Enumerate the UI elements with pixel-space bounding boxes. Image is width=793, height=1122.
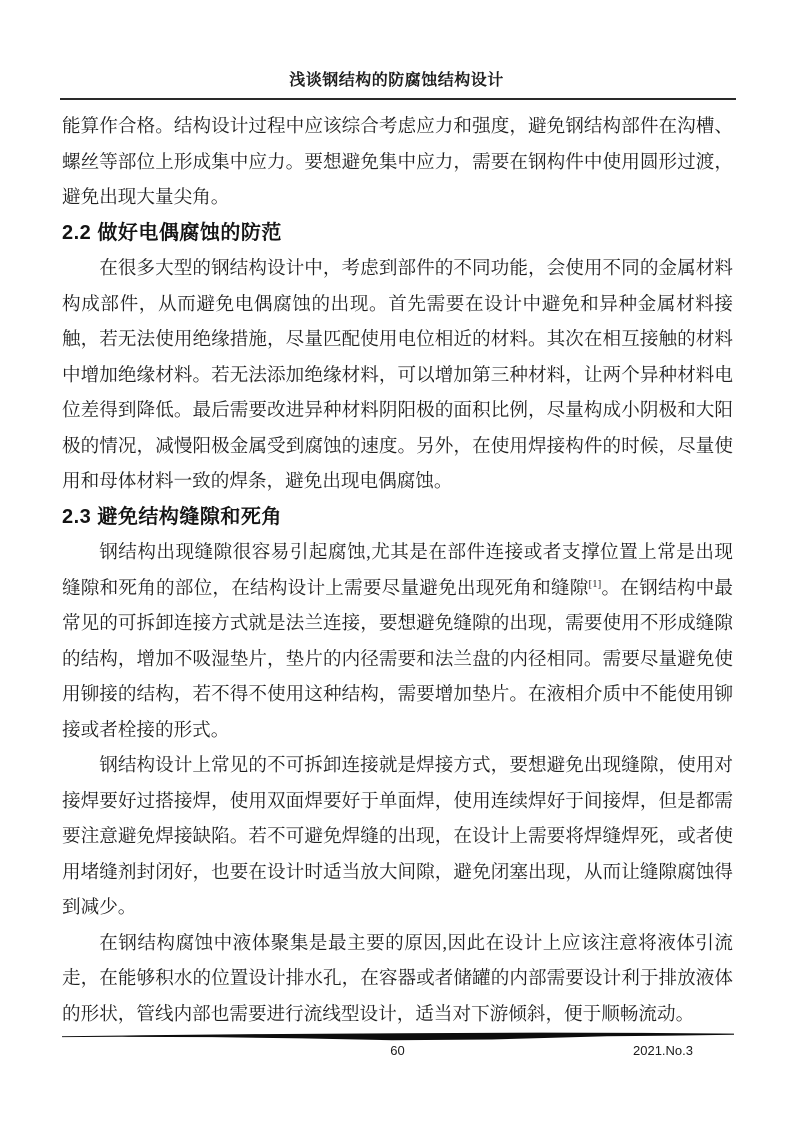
section-heading-2-2: 2.2 做好电偶腐蚀的防范: [62, 221, 282, 244]
document-body: [62, 109, 733, 1032]
paragraph-continued: 能算作合格。结构设计过程中应该综合考虑应力和强度，避免钢结构部件在沟槽、螺丝等部位上形成集中应力。要想避免集中应力，需要在钢构件中使用圆形过渡，避免出现大量尖角。: [62, 116, 733, 208]
header-rule: [60, 98, 736, 100]
paragraph: 在很多大型的钢结构设计中，考虑到部件的不同功能，会使用不同的金属材料构成部件，从而避免电偶腐蚀的出现。首先需要在设计中避免和异种金属材料接触，若无法使用绝缘措施，尽量匹配使用电位相近的材料。其次在相互接触的材料中增加绝缘材料。若无法添加绝缘材料，可以增加第三种材料，让两个异种材料电位差得到降低。最后需要改进异种材料阴阳极的面积比例，尽量构成小阴极和大阳极的情况，减慢阳极金属受到腐蚀的速度。另外，在使用焊接构件的时候，尽量使用和母体材料一致的焊条，避免出现电偶腐蚀。: [62, 258, 733, 492]
citation-ref: [1]: [588, 578, 602, 591]
page-number: 60: [390, 1043, 405, 1058]
section-heading-2-3: 2.3 避免结构缝隙和死角: [62, 505, 282, 528]
paragraph-text: 。在钢结构中最常见的可拆卸连接方式就是法兰连接，要想避免缝隙的出现，需要使用不形成缝隙的结构，增加不吸湿垫片，垫片的内径需要和法兰盘的内径相同。需要尽量避免使用铆接的结构，若不得不使用这种结构，需要增加垫片。在液相介质中不能使用铆接或者栓接的形式。: [62, 577, 733, 741]
page-footer: [62, 1043, 733, 1063]
paragraph-text: 钢结构出现缝隙很容易引起腐蚀,尤其是在部件连接或者支撑位置上常是出现缝隙和死角的部位，在结构设计上需要尽量避免出现死角和缝隙: [62, 542, 733, 599]
running-head-title: 浅谈钢结构的防腐蚀结构设计: [289, 72, 504, 89]
journal-issue: 2021.No.3: [633, 1043, 693, 1058]
paragraph: 钢结构设计上常见的不可拆卸连接就是焊接方式，要想避免出现缝隙，使用对接焊要好过搭接焊，使用双面焊要好于单面焊，使用连续焊好于间接焊，但是都需要注意避免焊接缺陷。若不可避免焊缝的出现，在设计上需要将焊缝焊死，或者使用堵缝剂封闭好，也要在设计时适当放大间隙，避免闭塞出现，从而让缝隙腐蚀得到减少。: [62, 755, 733, 918]
paragraph: [62, 535, 733, 748]
paragraph: 在钢结构腐蚀中液体聚集是最主要的原因,因此在设计上应该注意将液体引流走，在能够积水的位置设计排水孔，在容器或者储罐的内部需要设计利于排放液体的形状，管线内部也需要进行流线型设计，适当对下游倾斜，便于顺畅流动。: [62, 932, 733, 1025]
